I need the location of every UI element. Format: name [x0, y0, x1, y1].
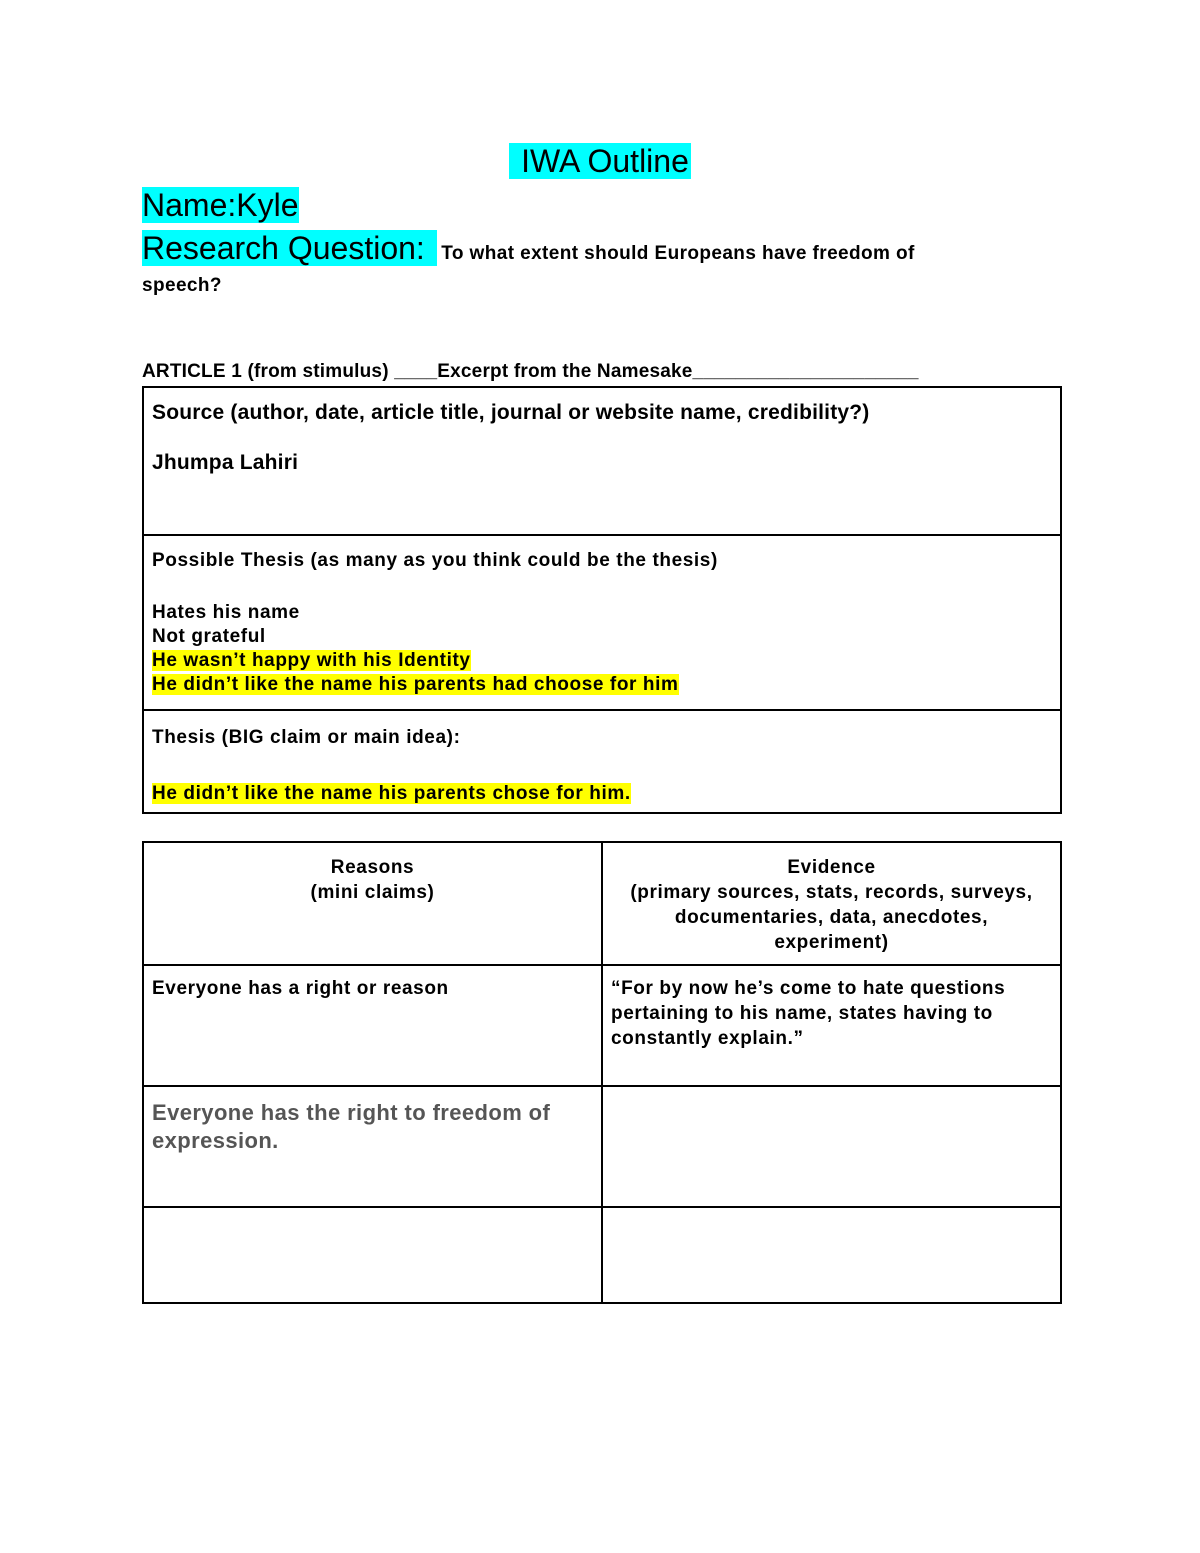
research-question-continuation: speech? [142, 275, 222, 296]
reasons-evidence-table [142, 841, 1062, 1304]
reasons-header-subtitle: (mini claims) [310, 882, 435, 903]
page-title [0, 141, 1200, 181]
thesis-row [144, 711, 1060, 812]
reasons-header-title: Reasons [330, 857, 415, 878]
article-table [142, 386, 1062, 814]
reason-cell: Everyone has a right or reason [152, 978, 449, 999]
reasons-header [144, 843, 601, 964]
research-question [142, 231, 1012, 272]
research-question-label: Research Question: [142, 230, 437, 266]
possible-thesis-heading: Possible Thesis (as many as you think could be the thesis) [152, 550, 718, 571]
source-heading: Source (author, date, article title, journal or website name, credibility?) [152, 401, 870, 424]
name-line [142, 186, 299, 224]
possible-thesis-item: Hates his name [152, 602, 300, 623]
possible-thesis-item: He wasn’t happy with his Identity [152, 650, 471, 671]
possible-thesis-row [144, 536, 1060, 711]
source-value: Jhumpa Lahiri [152, 451, 299, 474]
source-row [144, 388, 1060, 536]
evidence-header-subtitle: documentaries, data, anecdotes, [674, 907, 989, 928]
evidence-cell [603, 1087, 1060, 1206]
evidence-header [603, 843, 1060, 964]
reason-cell [144, 1208, 601, 1302]
evidence-header-subtitle: (primary sources, stats, records, surveys, [630, 882, 1033, 903]
thesis-value: He didn’t like the name his parents chose for him. [152, 783, 631, 804]
thesis-heading: Thesis (BIG claim or main idea): [152, 727, 461, 748]
reason-cell: Everyone has the right to freedom of expression. [152, 1100, 551, 1153]
name-value: Name:Kyle [142, 187, 299, 223]
evidence-cell: “For by now he’s come to hate questions pertaining to his name, states having to constantly explain.” [611, 978, 1006, 1049]
article-line: ARTICLE 1 (from stimulus) ____Excerpt from the Namesake_____________________ [142, 361, 919, 382]
evidence-header-title: Evidence [787, 857, 876, 878]
possible-thesis-item: Not grateful [152, 626, 266, 647]
evidence-header-subtitle: experiment) [774, 932, 889, 953]
possible-thesis-item: He didn’t like the name his parents had choose for him [152, 674, 679, 695]
research-question-text: To what extent should Europeans have freedom of [441, 243, 915, 264]
page-title-text: IWA Outline [509, 143, 691, 179]
evidence-cell [603, 1208, 1060, 1302]
